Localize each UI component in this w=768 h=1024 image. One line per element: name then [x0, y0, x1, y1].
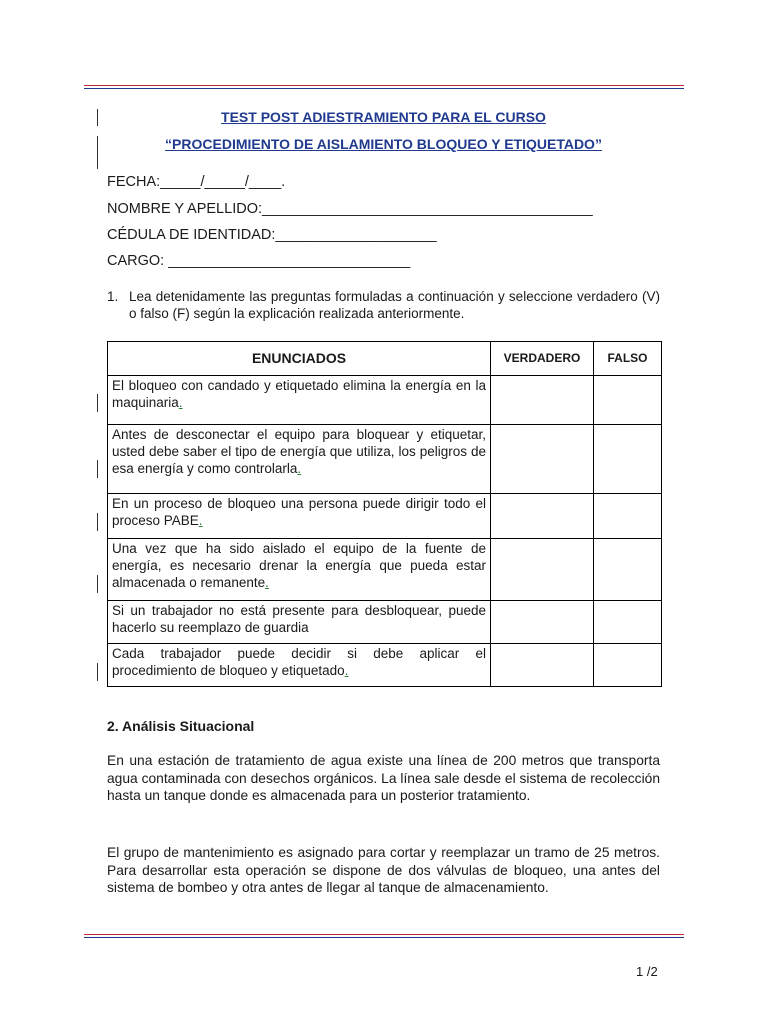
statement-text: El bloqueo con candado y etiquetado elimina la energía en la maquinaria: [112, 378, 486, 410]
statement-text: En un proceso de bloqueo una persona puede dirigir todo el proceso PABE: [112, 496, 486, 528]
scenario-paragraph: En una estación de tratamiento de agua existe una línea de 200 metros que transporta agua contaminada con desechos orgánicos. La línea sale desde el sistema de recolección hasta un tanque donde es almacenada para un posterior tratamiento.: [107, 753, 660, 803]
statement-text: Una vez que ha sido aislado el equipo de la fuente de energía, es necesario drenar la energía que pueda estar almacenada o remanente: [112, 541, 486, 590]
statement-cell: [108, 376, 491, 425]
document-subtitle: “PROCEDIMIENTO DE AISLAMIENTO BLOQUEO Y ETIQUETADO”: [165, 136, 602, 152]
table-row: [108, 601, 662, 644]
revision-mark: .: [198, 513, 203, 528]
scenario-paragraph: El grupo de mantenimiento es asignado para cortar y reemplazar un tramo de 25 metros. Para desarrollar esta operación se dispone de dos válvulas de bloqueo, una antes del sistema de bombeo y otra antes de llegar al tanque de almacenamiento.: [107, 845, 660, 895]
statement-text: Antes de desconectar el equipo para bloquear y etiquetar, usted debe saber el tipo de energía que utiliza, los peligros de esa energía y como controlarla: [112, 427, 486, 476]
revision-mark: .: [344, 663, 349, 678]
statement-cell: [108, 494, 491, 539]
statement-text: Si un trabajador no está presente para desbloquear, puede hacerlo su reemplazo de guardia: [112, 603, 486, 635]
document-title: TEST POST ADIESTRAMIENTO PARA EL CURSO: [221, 109, 546, 125]
table-row: [108, 376, 662, 425]
fecha-field: FECHA:_____/_____/____.: [107, 174, 286, 190]
header-enunciados: ENUNCIADOS: [108, 342, 491, 376]
table-row: [108, 539, 662, 601]
statement-text: Cada trabajador puede decidir si debe aplicar el procedimiento de bloqueo y etiquetado: [112, 646, 486, 678]
footer-divider: [84, 934, 684, 939]
verdadero-answer-cell[interactable]: [491, 601, 594, 644]
page-number: 1 /2: [636, 964, 658, 979]
cargo-field: CARGO: ______________________________: [107, 253, 411, 269]
revision-mark: .: [297, 461, 302, 476]
statement-cell: [108, 644, 491, 687]
verdadero-answer-cell[interactable]: [491, 494, 594, 539]
section-title: 2. Análisis Situacional: [107, 718, 255, 734]
instruction-text: Lea detenidamente las preguntas formuladas a continuación y seleccione verdadero (V) o falso (F) según la explicación realizada anteriormente.: [129, 289, 660, 321]
table-header-row: [108, 342, 662, 376]
verdadero-answer-cell[interactable]: [491, 539, 594, 601]
nombre-field: NOMBRE Y APELLIDO:_________________________________________: [107, 201, 593, 217]
instruction: [107, 288, 660, 322]
header-divider: [84, 85, 684, 90]
falso-answer-cell[interactable]: [594, 425, 662, 494]
statement-cell: [108, 539, 491, 601]
table-row: [108, 644, 662, 687]
revision-bar: [97, 394, 98, 412]
falso-answer-cell[interactable]: [594, 494, 662, 539]
revision-bar: [97, 513, 98, 531]
verdadero-answer-cell[interactable]: [491, 425, 594, 494]
true-false-table: [107, 341, 662, 687]
revision-bar: [97, 663, 98, 681]
falso-answer-cell[interactable]: [594, 539, 662, 601]
instruction-number: 1.: [107, 289, 119, 304]
header-falso: FALSO: [594, 342, 662, 376]
falso-answer-cell[interactable]: [594, 601, 662, 644]
verdadero-answer-cell[interactable]: [491, 376, 594, 425]
cedula-field: CÉDULA DE IDENTIDAD:____________________: [107, 227, 437, 243]
falso-answer-cell[interactable]: [594, 644, 662, 687]
revision-bar: [97, 109, 98, 126]
header-verdadero: VERDADERO: [491, 342, 594, 376]
revision-mark: .: [265, 575, 269, 590]
falso-answer-cell[interactable]: [594, 376, 662, 425]
revision-bar: [97, 136, 98, 169]
statement-cell: [108, 601, 491, 644]
revision-mark: .: [178, 395, 183, 410]
statement-cell: [108, 425, 491, 494]
revision-bar: [97, 460, 98, 478]
table-row: [108, 494, 662, 539]
verdadero-answer-cell[interactable]: [491, 644, 594, 687]
table-row: [108, 425, 662, 494]
revision-bar: [97, 575, 98, 593]
